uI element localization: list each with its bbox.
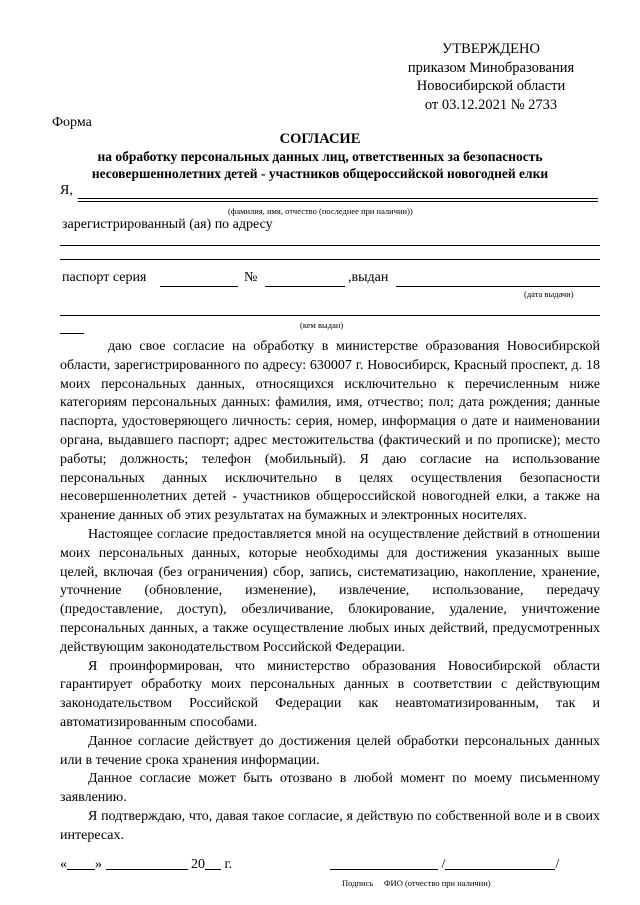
address-field-line-2[interactable] [60, 259, 600, 260]
consent-body [60, 338, 600, 846]
ya-label: Я, [60, 183, 73, 198]
issued-field[interactable] [396, 286, 600, 287]
fio-field-line[interactable] [78, 198, 598, 199]
consent-paragraph-3: Я проинформирован, что министерство образования Новосибирской области гарантирует обработку моих персональных данных в соответствии с действующим законодательством Российской Федерации как неавтоматизированным, так и автоматизированным способами. [60, 658, 600, 730]
signature-caption: Подпись ФИО (отчество при наличии) [342, 878, 491, 888]
approval-line-1: УТВЕРЖДЕНО [442, 41, 540, 57]
signature-slash-1: / [441, 857, 446, 872]
signature-field[interactable] [330, 856, 438, 870]
consent-paragraph-5: Данное согласие может быть отозвано в любой момент по моему письменному заявлению. [60, 771, 600, 806]
approval-stamp [396, 40, 586, 114]
issued-by-field-line[interactable] [60, 315, 600, 316]
issued-by-caption: (кем выдан) [300, 320, 344, 330]
approval-line-4: от 03.12.2021 № 2733 [424, 96, 558, 113]
consent-paragraph-4: Данное согласие действует до достижения целей обработки персональных данных или в течение срока хранения информации. [60, 733, 600, 768]
consent-paragraph-1: даю свое согласие на обработку в министерстве образования Новосибирской области, зарегистрированного по адресу: 630007 г. Новосибирск, Красный проспект, д. 18 моих персональных данных, относящихся исключительно к перечисленным ниже категориям персональных данных: фамилия, имя, отчество; пол; дата рождения; данные паспорта, удостоверяющего личность: серия, номер, информация о дате и наименовании органа, выдавшего паспорт; адрес местожительства (фактический и по прописке); место работы; должность; телефон (мобильный). Я даю согласие на использование персональных данных исключительно в целях осуществления безопасности несовершеннолетних детей - участников общероссийской новогодней елки, а также на хранение данных об этих результатах на бумажных и электронных носителях. [60, 339, 600, 524]
passport-series-label: паспорт серия [62, 270, 147, 285]
year-prefix: 20 [191, 857, 205, 872]
address-label: зарегистрированный (ая) по адресу [62, 217, 273, 232]
year-suffix: г. [224, 857, 233, 872]
fio-field-line-2[interactable] [78, 201, 598, 202]
address-field-line-1[interactable] [60, 245, 600, 246]
approval-line-2: приказом Минобразования [407, 59, 575, 76]
issued-label: ,выдан [348, 270, 389, 285]
document-subtitle-line-2: несовершеннолетних детей - участников общероссийской новогодней елки [91, 166, 549, 181]
document-title: СОГЛАСИЕ [279, 131, 361, 147]
passport-series-field[interactable] [160, 286, 238, 287]
consent-paragraph-6: Я подтверждаю, что, давая такое согласие, я действую по собственной воле и в своих интересах. [60, 808, 600, 843]
signature-slash-2: / [555, 857, 560, 872]
date-open-quote: « [60, 857, 67, 872]
form-label: Форма [52, 115, 92, 130]
passport-number-label: № [244, 270, 258, 285]
fio-caption: (фамилия, имя, отчество (последнее при наличии)) [228, 206, 413, 216]
year-field[interactable] [205, 856, 221, 870]
month-field[interactable] [106, 856, 188, 870]
date-row [60, 856, 232, 873]
issue-date-caption: (дата выдачи) [524, 289, 574, 299]
signature-row [330, 856, 559, 873]
document-subtitle-line-1: на обработку персональных данных лиц, ответственных за безопасность [97, 149, 543, 164]
fio-signature-field[interactable] [445, 856, 555, 870]
issued-by-short-line [60, 333, 84, 334]
date-close-quote: » [95, 857, 102, 872]
passport-number-field[interactable] [265, 286, 345, 287]
day-field[interactable] [67, 856, 95, 870]
approval-line-3: Новосибирской области [416, 78, 566, 94]
consent-paragraph-2: Настоящее согласие предоставляется мной на осуществление действий в отношении моих персональных данных, которые необходимы для достижения указанных выше целей, включая (без ограничения) сбор, запись, систематизацию, накопление, хранение, уточнение (обновление, изменение), извлечение, использование, передачу (предоставление, доступ), обезличивание, блокирование, удаление, уничтожение персональных данных, а также осуществление любых иных действий, предусмотренных действующим законодательством Российской Федерации. [60, 526, 600, 655]
